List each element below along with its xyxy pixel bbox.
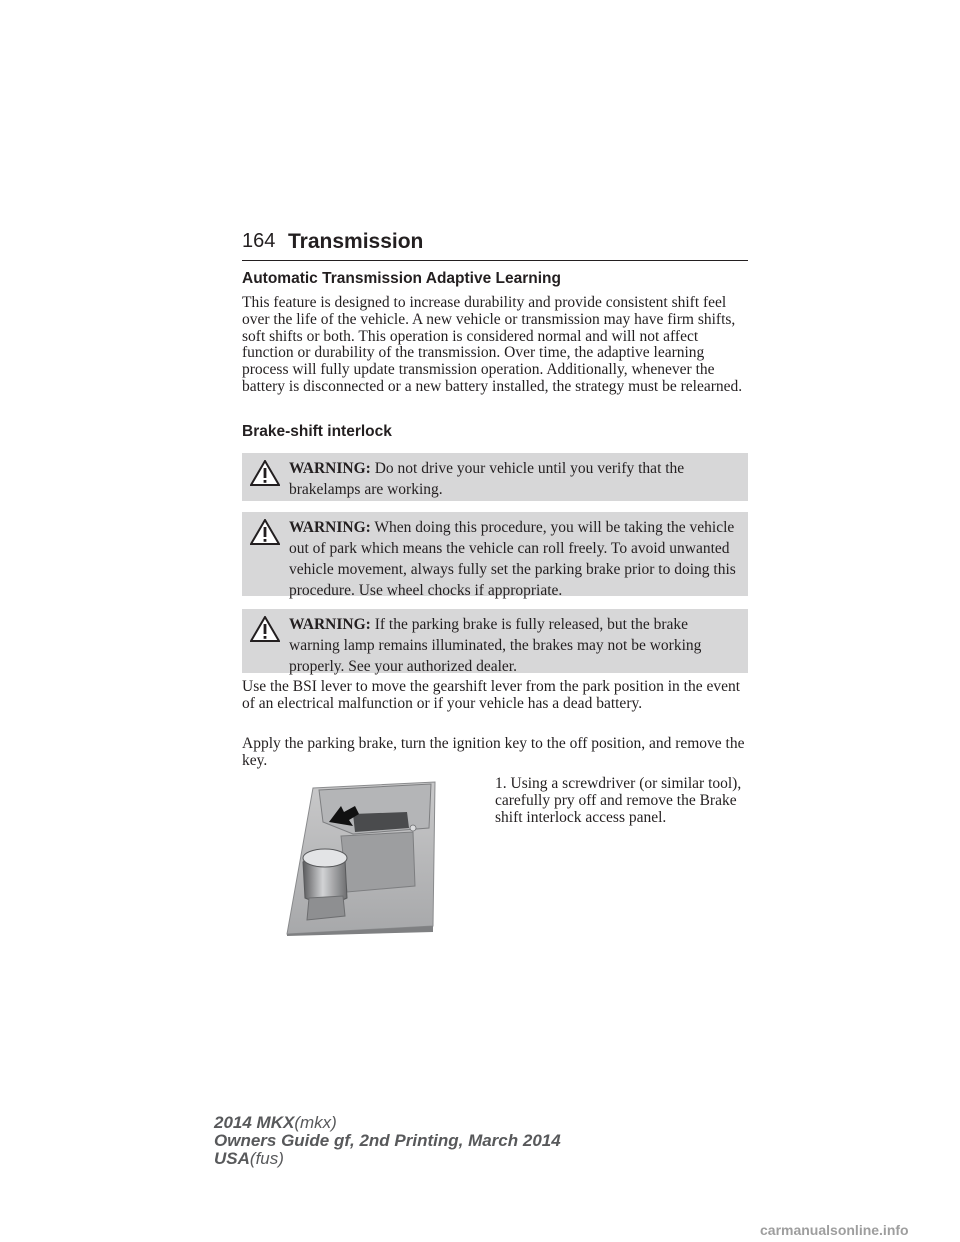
adaptive-heading: Automatic Transmission Adaptive Learning <box>242 270 561 287</box>
key-paragraph: Apply the parking brake, turn the ignition key to the off position, and remove the key. <box>242 735 745 769</box>
warning-label: WARNING: <box>289 460 371 477</box>
warning-triangle-icon <box>250 616 280 642</box>
warning-triangle-icon <box>250 519 280 545</box>
warning-label: WARNING: <box>289 616 371 633</box>
footer-guide: Owners Guide gf, 2nd Printing, March 2014 <box>214 1131 561 1150</box>
warning-box-3 <box>242 609 748 673</box>
footer-model-code: (mkx) <box>294 1113 337 1132</box>
warning-triangle-icon <box>250 460 280 486</box>
footer-model: 2014 MKX <box>214 1113 295 1132</box>
bsi-paragraph: Use the BSI lever to move the gearshift lever from the park position in the event of an electrical malfunction or if your vehicle has a dead battery. <box>242 678 741 712</box>
warning-label: WARNING: <box>289 519 371 536</box>
warning-box-1 <box>242 453 748 501</box>
warning-text: If the parking brake is fully released, but the brake warning lamp remains illuminated, the brakes may not be working properly. See your authorized dealer. <box>289 616 702 675</box>
footer <box>214 1114 561 1168</box>
watermark: carmanualsonline.info <box>760 1222 909 1238</box>
section-title: Transmission <box>288 230 424 253</box>
page-header <box>242 230 748 261</box>
warning-box-2 <box>242 512 748 599</box>
console-illustration <box>283 776 443 936</box>
page-number: 164 <box>242 230 276 252</box>
adaptive-body: This feature is designed to increase durability and provide consistent shift feel over the life of the vehicle. A new vehicle or transmission may have firm shifts, soft shifts or both. This operation is considered normal and will not affect function or durability of the transmission. Over time, the adaptive learning process will fully update transmission operation. Additionally, whenever the battery is disconnected or a new battery installed, the strategy must be relearned. <box>242 294 743 395</box>
warning-text: When doing this procedure, you will be taking the vehicle out of park which means the vehicle can roll freely. To avoid unwanted vehicle movement, always fully set the parking brake prior to doing this procedure. Use wheel chocks if appropriate. <box>289 519 736 599</box>
interlock-heading: Brake-shift interlock <box>242 423 392 440</box>
step-1: 1. Using a screwdriver (or similar tool), carefully pry off and remove the Brake shift interlock access panel. <box>495 775 742 826</box>
footer-region: USA <box>214 1149 250 1168</box>
footer-region-code: (fus) <box>249 1149 284 1168</box>
warning-text: Do not drive your vehicle until you verify that the brakelamps are working. <box>289 460 685 498</box>
